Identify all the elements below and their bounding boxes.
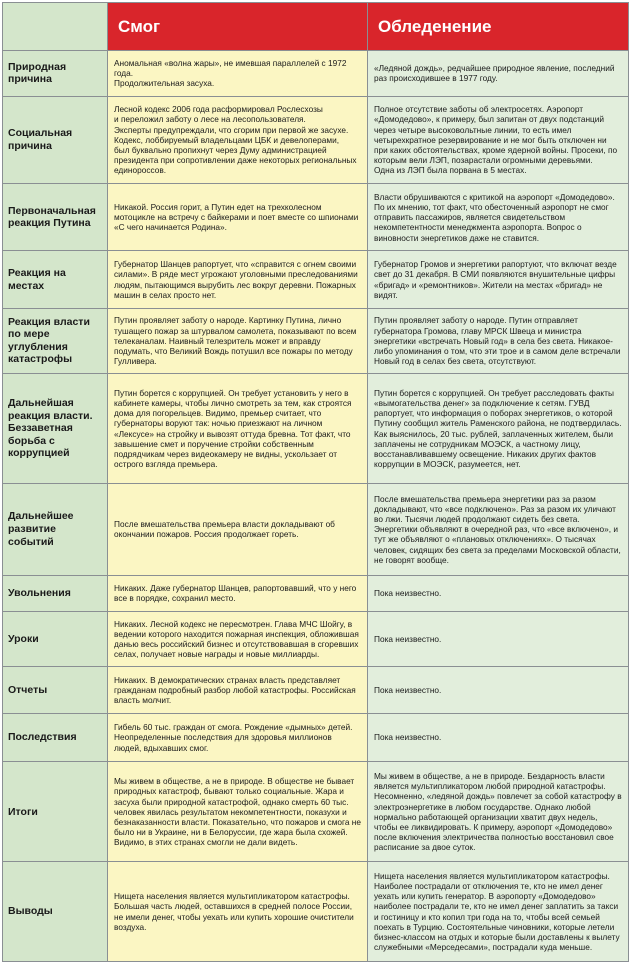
- icing-cell: Нищета населения является мультипликатором катастрофы. Наиболее пострадали от отключения те, кто не имел денег уехать или купить генератор. В аэропорту «Домодедово» наиболее пострадали те, кто не имел денег заплатить за такси и гостиницу и кто копил три года на то, чтобы всей семьей поехать в Турцию. Состоятельные чиновники, которые летели бизнес-классом на отдых и которые были доставлены к вылету служебными «Мерседесами», пострадали куда меньше.: [368, 862, 629, 962]
- row-label: Выводы: [3, 862, 108, 962]
- icing-cell: Путин проявляет заботу о народе. Путин отправляет губернатора Громова, главу МРСК Швеца и министра энергетики «встречать Новый год» в села без света. Никакое-либо упоминания о том, что эти трое и в самом деле встречали Новый год в селах без света, отсутствуют.: [368, 308, 629, 373]
- icing-cell: «Ледяной дождь», редчайшее природное явление, последний раз происходившее в 1977 году.: [368, 51, 629, 97]
- column-header-smog: Смог: [108, 3, 368, 51]
- row-label: Отчеты: [3, 666, 108, 713]
- smog-cell: Аномальная «волна жары», не имевшая параллелей с 1972 года. Продолжительная засуха.: [108, 51, 368, 97]
- table-row: [3, 611, 629, 666]
- icing-cell: Власти обрушиваются с критикой на аэропорт «Домодедово». По их мнению, тот факт, что обесточенный аэропорт не смог отправить пассажиров, является свидетельством некомпетентности менеджмента аэропорта. Вопрос о виновности энергетиков даже не ставится.: [368, 183, 629, 251]
- smog-cell: Никаких. В демократических странах власть представляет гражданам подробный разбор любой катастрофы. Российская власть молчит.: [108, 666, 368, 713]
- icing-cell: Путин борется с коррупцией. Он требует расследовать факты «вымогательства денег» за подключение к сетям. ГУВД рапортует, что информация о поборах энергетиков, о которой Путину сообщил житель Раменского района, не подтвердилась. Как выяснилось, 20 тыс. рублей, заплаченных жителем, были заплачены не сотрудникам МОЭСК, а частному лицу, восстанавливавшему освещение. Никаких других фактов коррупции в МОЭСК, разумеется, нет.: [368, 374, 629, 484]
- column-header-icing: Обледенение: [368, 3, 629, 51]
- comparison-table: [2, 2, 629, 962]
- row-label: Дальнейшее развитие событий: [3, 484, 108, 575]
- smog-cell: Никаких. Даже губернатор Шанцев, рапортовавший, что у него все в порядке, сохранил место.: [108, 575, 368, 611]
- table-row: [3, 96, 629, 183]
- icing-cell: После вмешательства премьера энергетики раз за разом докладывают, что «все подключено». Раз за разом их уличают во лжи. Тысячи людей продолжают сидеть без света. Энергетики объявляют в очередной раз, что «все включено», и тут же объявляют о «плановых отключениях». О тысячах человек, сидящих без света за пределами Московской области, не говорят вообще.: [368, 484, 629, 575]
- icing-cell: Пока неизвестно.: [368, 713, 629, 762]
- row-label: Социальная причина: [3, 96, 108, 183]
- corner-cell: [3, 3, 108, 51]
- smog-cell: Гибель 60 тыс. граждан от смога. Рождение «дымных» детей. Неопределенные последствия для здоровья миллионов людей, вдыхавших смог.: [108, 713, 368, 762]
- icing-cell: Пока неизвестно.: [368, 611, 629, 666]
- table-row: [3, 251, 629, 308]
- icing-cell: Мы живем в обществе, а не в природе. Бездарность власти является мультипликатором любой природной катастрофы. Несомненно, «ледяной дождь» повлечет за собой катастрофу в электроэнергетике в любом государстве. Однако любой нормально работающей организации хватит двух недель, чтобы ее ликвидировать. К примеру, аэропорт «Домодедово» после включения электричества полностью восстановил свое расписание за двое суток.: [368, 762, 629, 862]
- smog-cell: Никаких. Лесной кодекс не пересмотрен. Глава МЧС Шойгу, в ведении которого находится пожарная инспекция, обложившая данью весь российский бизнес и отсутствовавшая в сгоревших селах, получает новые награды и новые миллиарды.: [108, 611, 368, 666]
- smog-cell: Нищета населения является мультипликатором катастрофы. Большая часть людей, оставшихся в средней полосе России, не имели денег, чтобы уехать или купить хорошие очистители воздуха.: [108, 862, 368, 962]
- header-row: [3, 3, 629, 51]
- row-label: Увольнения: [3, 575, 108, 611]
- smog-cell: Никакой. Россия горит, а Путин едет на трехколесном мотоцикле на встречу с байкерами и поет вместе со шпионами «С чего начинается Родина».: [108, 183, 368, 251]
- icing-cell: Губернатор Громов и энергетики рапортуют, что включат везде свет до 31 декабря. В СМИ появляются внушительные цифры «бригад» и «ремонтников». Жители на местах «бригад» не видят.: [368, 251, 629, 308]
- table-row: [3, 308, 629, 373]
- row-label: Дальнейшая реакция власти. Беззаветная борьба с коррупцией: [3, 374, 108, 484]
- smog-cell: Губернатор Шанцев рапортует, что «справится с огнем своими силами». В ряде мест угрожают уголовными преследованиями людям, пытающимся вырубить лес вокруг деревни. Пожарных машин в селах просто нет.: [108, 251, 368, 308]
- row-label: Природная причина: [3, 51, 108, 97]
- icing-cell: Полное отсутствие заботы об электросетях. Аэропорт «Домодедово», к примеру, был запитан от двух подстанций через четыре высоковольтные линии, то есть имел четырехкратное резервирование и не мог быть отключен ни при каких обстоятельствах, кроме ядерной войны. Просеки, по которым вели ЛЭП, позарастали огромными деревьями. Одна из ЛЭП была порвана в 5 местах.: [368, 96, 629, 183]
- table-row: [3, 762, 629, 862]
- table-row: [3, 183, 629, 251]
- icing-cell: Пока неизвестно.: [368, 575, 629, 611]
- row-label: Итоги: [3, 762, 108, 862]
- icing-cell: Пока неизвестно.: [368, 666, 629, 713]
- row-label: Последствия: [3, 713, 108, 762]
- row-label: Реакция на местах: [3, 251, 108, 308]
- smog-cell: После вмешательства премьера власти докладывают об окончании пожаров. Россия продолжает гореть.: [108, 484, 368, 575]
- table-row: [3, 666, 629, 713]
- row-label: Первоначальная реакция Путина: [3, 183, 108, 251]
- table-row: [3, 575, 629, 611]
- smog-cell: Мы живем в обществе, а не в природе. В обществе не бывает природных катастроф, бывают только социальные. Жара и засуха были природной катастрофой, однако смерть 60 тыс. человек явилась результатом некомпетентности, показухи и безнаказанности власти. Показательно, что пожаров и смога не было ни в Украине, ни в Белоруссии, где жара была схожей. Видимо, в этих странах смогли не дали видеть.: [108, 762, 368, 862]
- table-row: [3, 484, 629, 575]
- smog-cell: Лесной кодекс 2006 года расформировал Рослесхозы и переложил заботу о лесе на лесопользователя. Эксперты предупреждали, что сгорим при первой же засухе. Кодекс, лоббируемый владельцами ЦБК и девелоперами, был буквально пропихнут через Думу администрацией президента при сопротивлении даже некоторых региональных единороссов.: [108, 96, 368, 183]
- smog-cell: Путин борется с коррупцией. Он требует установить у него в кабинете камеры, чтобы лично смотреть за тем, как строятся дома для погорельцев. Видимо, премьер считает, что губернаторы воруют так: ночью приезжают на личном «Лексусе» на стройку и вывозят оттуда бревна. Тот факт, что завышение смет и поручение стройки собственным подрядчикам через видеокамеру не видны, ускользает от острого взгляда премьера.: [108, 374, 368, 484]
- row-label: Реакция власти по мере углубления катастрофы: [3, 308, 108, 373]
- smog-cell: Путин проявляет заботу о народе. Картинку Путина, лично тушащего пожар за штурвалом самолета, показывают по всем телеканалам. Наивный телезритель может и вправду подумать, что Великий Вождь потушил все пожары по методу Гулливера.: [108, 308, 368, 373]
- table-row: [3, 713, 629, 762]
- table-row: [3, 51, 629, 97]
- table-row: [3, 862, 629, 962]
- table-row: [3, 374, 629, 484]
- row-label: Уроки: [3, 611, 108, 666]
